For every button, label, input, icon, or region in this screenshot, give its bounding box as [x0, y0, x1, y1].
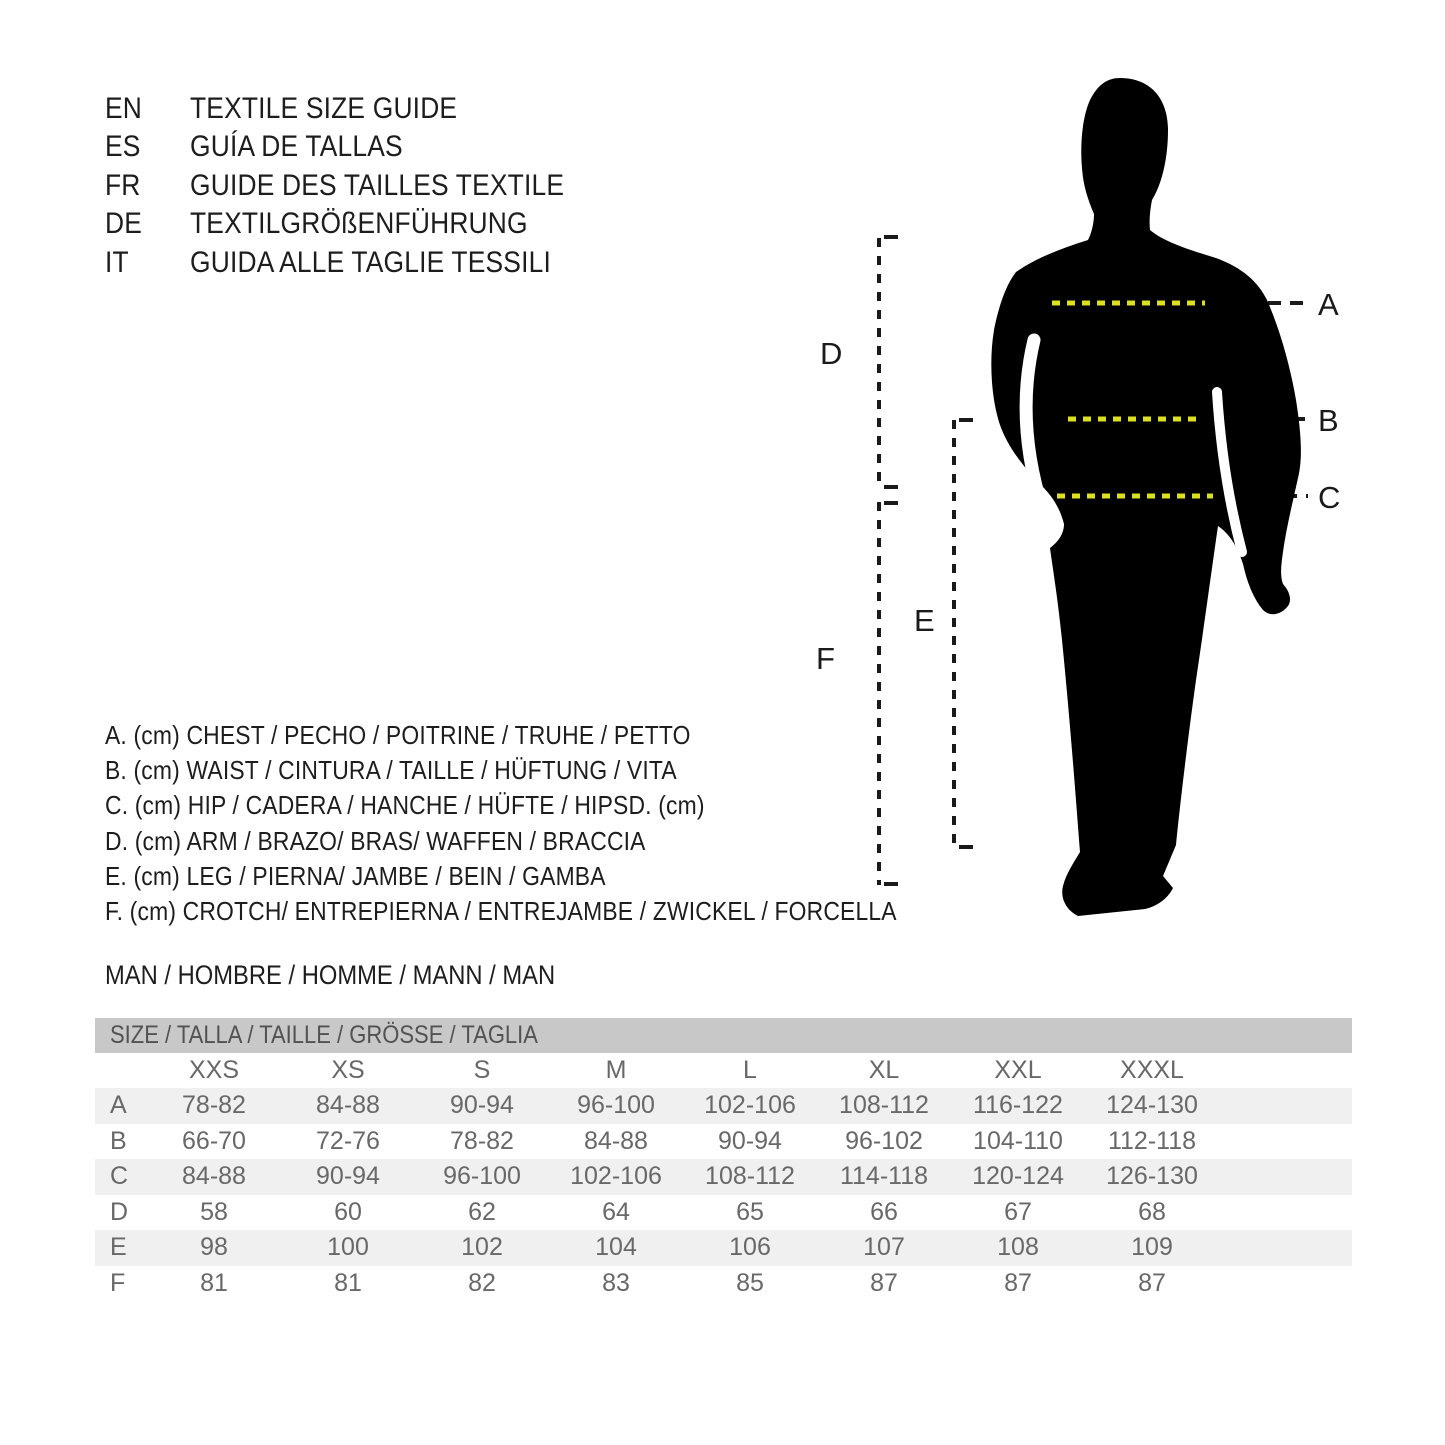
size-header-cell: XS: [331, 1056, 365, 1084]
size-value-cell: 104: [595, 1233, 637, 1262]
table-row-d: [95, 1195, 1352, 1231]
measure-label-f: F: [816, 641, 835, 676]
size-value-cell: 100: [327, 1233, 369, 1262]
size-header-cell: XXL: [994, 1056, 1042, 1084]
size-value-cell: 102: [461, 1233, 503, 1262]
size-value-cell: 112-118: [1107, 1126, 1197, 1155]
size-value-cell: 108-112: [705, 1162, 795, 1191]
measure-label-e: E: [914, 603, 935, 638]
row-label: F: [110, 1268, 126, 1297]
size-header-cell: S: [473, 1056, 491, 1084]
legend-item-e: E. (cm) LEG / PIERNA/ JAMBE / BEIN / GAMBA: [105, 860, 606, 891]
size-value-cell: 81: [200, 1268, 228, 1297]
size-value-cell: 85: [736, 1268, 764, 1297]
size-value-cell: 102-106: [570, 1162, 662, 1191]
row-label: E: [110, 1233, 127, 1262]
size-header-cell: XL: [868, 1056, 900, 1084]
size-value-cell: 58: [200, 1197, 228, 1226]
measure-label-d: D: [820, 336, 843, 371]
legend-item-b: B. (cm) WAIST / CINTURA / TAILLE / HÜFTUNG / VITA: [105, 755, 677, 786]
size-value-cell: 90-94: [718, 1126, 782, 1155]
size-header-cell: XXS: [188, 1056, 240, 1084]
size-value-cell: 114-118: [839, 1162, 929, 1191]
size-value-cell: 124-130: [1106, 1091, 1198, 1120]
guide-title: GUIDE DES TAILLES TEXTILE: [190, 168, 565, 202]
language-code: IT: [105, 245, 129, 279]
size-table-title: SIZE / TALLA / TAILLE / GRÖSSE / TAGLIA: [110, 1021, 538, 1049]
legend-item-c: C. (cm) HIP / CADERA / HANCHE / HÜFTE / HIPSD. (cm): [105, 790, 705, 821]
language-code: EN: [105, 92, 143, 125]
size-value-cell: 96-102: [845, 1126, 923, 1155]
row-label: C: [110, 1162, 129, 1191]
language-code: DE: [105, 207, 143, 241]
size-value-cell: 64: [602, 1197, 630, 1226]
guide-title: GUÍA DE TALLAS: [190, 130, 403, 164]
table-row-e: [95, 1230, 1352, 1266]
size-value-cell: 72-76: [316, 1126, 380, 1155]
size-value-cell: 84-88: [584, 1126, 648, 1155]
table-row-f: [95, 1266, 1352, 1302]
size-value-cell: 87: [1138, 1268, 1166, 1297]
size-table: [95, 1018, 1352, 1301]
size-value-cell: 87: [870, 1268, 898, 1297]
size-value-cell: 107: [863, 1233, 905, 1262]
size-value-cell: 67: [1004, 1197, 1032, 1226]
guide-title: GUIDA ALLE TAGLIE TESSILI: [190, 245, 551, 279]
size-value-cell: 109: [1131, 1233, 1173, 1262]
language-code: ES: [105, 130, 141, 164]
guide-title: TEXTILE SIZE GUIDE: [190, 92, 458, 125]
size-table-title-bar: [95, 1018, 1352, 1053]
guide-title: TEXTILGRÖßENFÜHRUNG: [190, 207, 528, 241]
size-value-cell: 78-82: [182, 1091, 246, 1120]
language-code: FR: [105, 168, 141, 202]
size-value-cell: 66-70: [182, 1126, 246, 1155]
measure-label-c: C: [1318, 480, 1341, 515]
measure-label-b: B: [1318, 403, 1339, 438]
legend-item-a: A. (cm) CHEST / PECHO / POITRINE / TRUHE / PETTO: [105, 720, 691, 750]
size-value-cell: 83: [602, 1268, 630, 1297]
size-value-cell: 81: [334, 1268, 362, 1297]
size-value-cell: 120-124: [972, 1162, 1064, 1191]
size-value-cell: 96-100: [577, 1091, 655, 1120]
size-value-cell: 90-94: [450, 1091, 514, 1120]
size-value-cell: 66: [870, 1197, 898, 1226]
size-header-cell: XXXL: [1120, 1056, 1184, 1084]
size-value-cell: 60: [334, 1197, 362, 1226]
size-value-cell: 106: [729, 1233, 771, 1262]
measurement-legend: [105, 718, 1005, 929]
size-value-cell: 126-130: [1106, 1162, 1198, 1191]
size-value-cell: 78-82: [450, 1126, 514, 1155]
size-value-cell: 68: [1138, 1197, 1166, 1226]
size-value-cell: 98: [200, 1233, 228, 1262]
row-label: B: [110, 1126, 127, 1155]
size-value-cell: 82: [468, 1268, 496, 1297]
size-value-cell: 90-94: [316, 1162, 380, 1191]
size-value-cell: 102-106: [704, 1091, 796, 1120]
size-value-cell: 65: [736, 1197, 764, 1226]
size-header-row: [95, 1053, 1352, 1088]
size-value-cell: 87: [1004, 1268, 1032, 1297]
table-row-b: [95, 1124, 1352, 1160]
size-value-cell: 84-88: [316, 1091, 380, 1120]
table-row-c: [95, 1159, 1352, 1195]
size-value-cell: 62: [468, 1197, 496, 1226]
gender-line-text: MAN / HOMBRE / HOMME / MANN / MAN: [105, 960, 556, 990]
size-value-cell: 116-122: [973, 1091, 1063, 1120]
gender-line: [105, 960, 617, 990]
measure-label-a: A: [1318, 287, 1339, 322]
legend-item-f: F. (cm) CROTCH/ ENTREPIERNA / ENTREJAMBE / ZWICKEL / FORCELLA: [105, 896, 897, 927]
size-value-cell: 96-100: [443, 1162, 521, 1191]
table-row-a: [95, 1088, 1352, 1124]
legend-item-d: D. (cm) ARM / BRAZO/ BRAS/ WAFFEN / BRACCIA: [105, 825, 646, 856]
row-label: D: [110, 1197, 129, 1226]
size-value-cell: 104-110: [973, 1126, 1063, 1155]
size-value-cell: 108-112: [839, 1091, 929, 1120]
size-header-cell: M: [605, 1056, 627, 1084]
row-label: A: [110, 1091, 127, 1120]
size-header-cell: L: [743, 1056, 757, 1084]
size-value-cell: 108: [997, 1233, 1039, 1262]
size-value-cell: 84-88: [182, 1162, 246, 1191]
